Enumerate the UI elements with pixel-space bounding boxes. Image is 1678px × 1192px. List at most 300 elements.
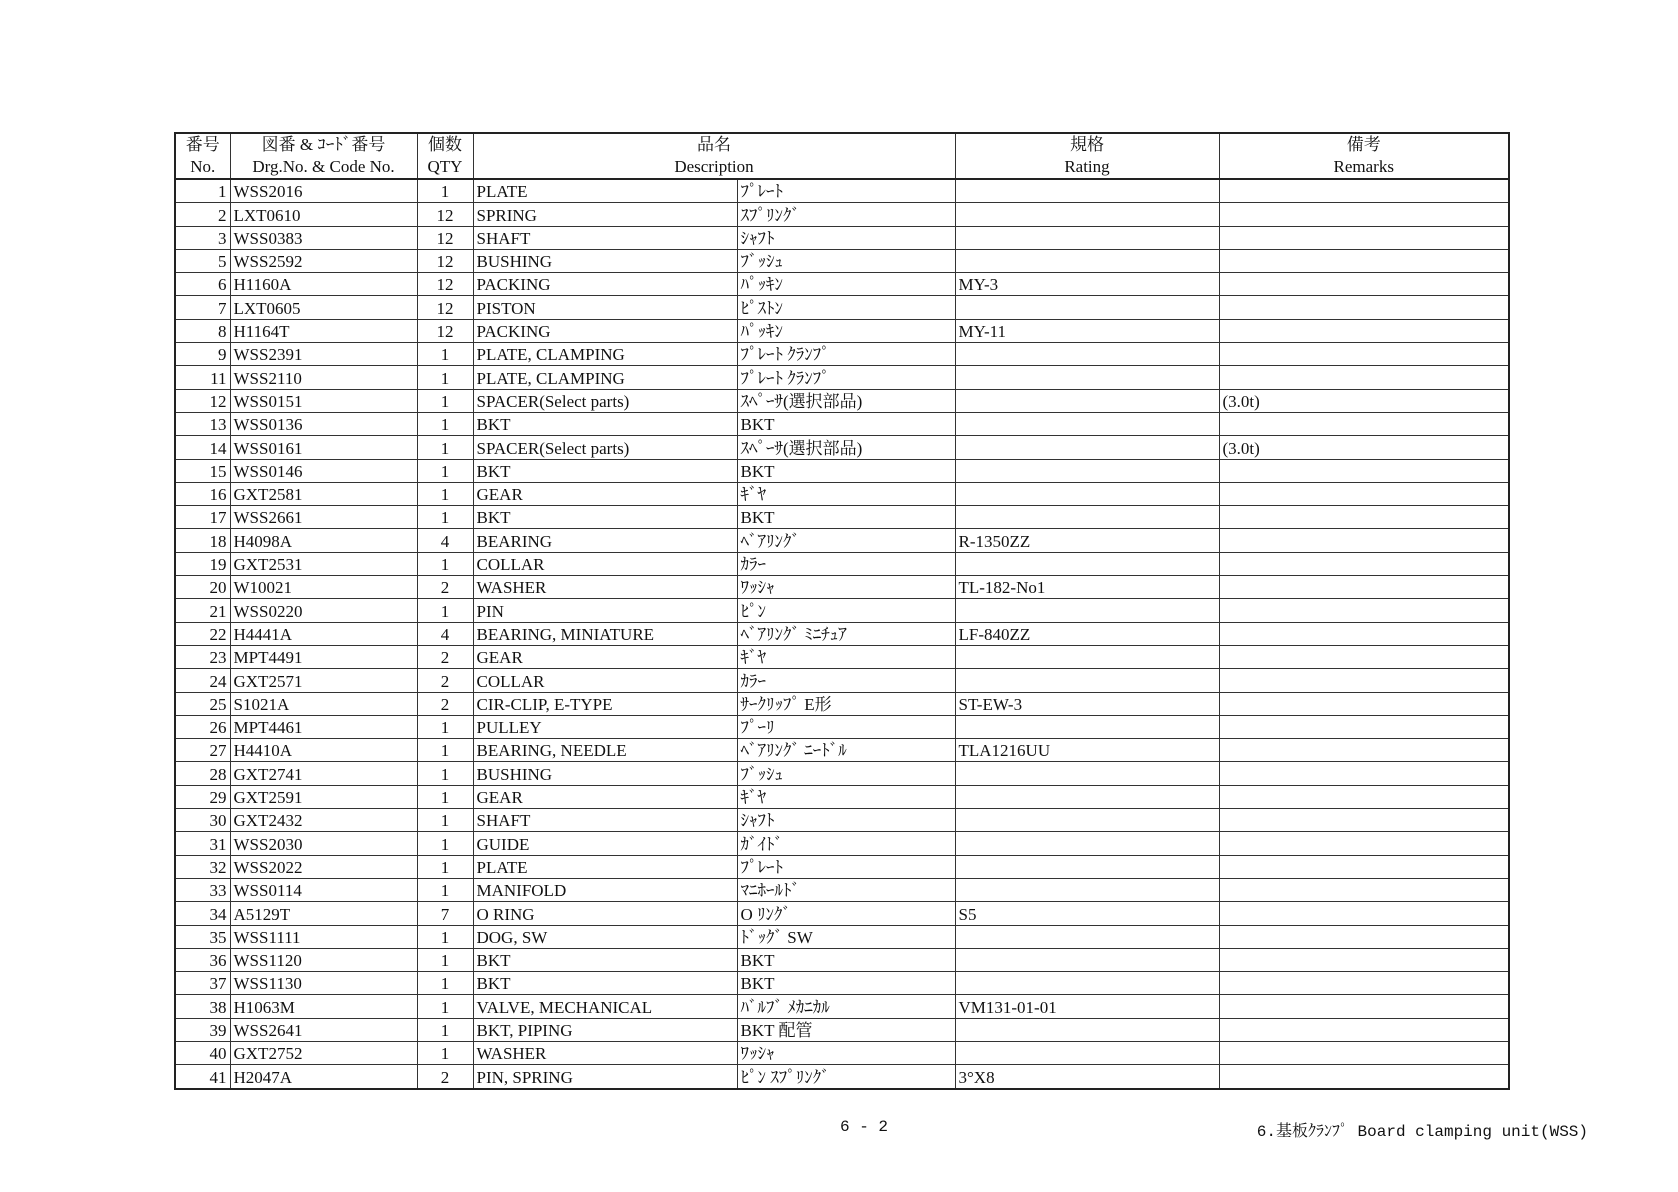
cell-description-jp: ﾋﾟﾝ	[737, 599, 955, 622]
table-row	[175, 576, 1509, 599]
cell-description-en: GEAR	[473, 482, 737, 505]
cell-rating	[955, 785, 1219, 808]
cell-no: 37	[175, 972, 230, 995]
cell-description-jp: O ﾘﾝｸﾞ	[737, 902, 955, 925]
cell-description-jp: ｼｬﾌﾄ	[737, 809, 955, 832]
cell-description-en: PIN	[473, 599, 737, 622]
cell-remarks	[1219, 459, 1509, 482]
cell-qty: 1	[417, 762, 473, 785]
table-row	[175, 739, 1509, 762]
table-row	[175, 179, 1509, 203]
cell-no: 11	[175, 366, 230, 389]
cell-no: 39	[175, 1018, 230, 1041]
cell-code: WSS0146	[230, 459, 417, 482]
cell-description-jp: ﾋﾟｽﾄﾝ	[737, 296, 955, 319]
cell-qty: 2	[417, 645, 473, 668]
cell-description-en: BUSHING	[473, 762, 737, 785]
cell-remarks	[1219, 739, 1509, 762]
table-row	[175, 599, 1509, 622]
cell-description-en: WASHER	[473, 576, 737, 599]
cell-rating	[955, 343, 1219, 366]
cell-description-en: DOG, SW	[473, 925, 737, 948]
cell-qty: 1	[417, 366, 473, 389]
cell-remarks	[1219, 296, 1509, 319]
table-row	[175, 669, 1509, 692]
cell-no: 34	[175, 902, 230, 925]
cell-code: WSS2592	[230, 249, 417, 272]
cell-no: 41	[175, 1065, 230, 1089]
cell-remarks	[1219, 576, 1509, 599]
cell-qty: 7	[417, 902, 473, 925]
cell-remarks	[1219, 412, 1509, 435]
cell-rating	[955, 249, 1219, 272]
cell-rating: S5	[955, 902, 1219, 925]
cell-description-en: BKT	[473, 972, 737, 995]
cell-rating: ST-EW-3	[955, 692, 1219, 715]
cell-code: MPT4461	[230, 715, 417, 738]
cell-description-jp: ﾌﾟﾚｰﾄ ｸﾗﾝﾌﾟ	[737, 343, 955, 366]
cell-no: 6	[175, 273, 230, 296]
cell-rating	[955, 552, 1219, 575]
cell-remarks	[1219, 878, 1509, 901]
table-row	[175, 552, 1509, 575]
cell-description-jp: ﾌﾟｰﾘ	[737, 715, 955, 738]
cell-remarks	[1219, 1041, 1509, 1064]
cell-description-en: SPACER(Select parts)	[473, 389, 737, 412]
cell-rating: MY-11	[955, 319, 1219, 342]
cell-remarks	[1219, 273, 1509, 296]
cell-no: 40	[175, 1041, 230, 1064]
cell-code: W10021	[230, 576, 417, 599]
cell-no: 24	[175, 669, 230, 692]
cell-code: WSS0114	[230, 878, 417, 901]
cell-code: WSS0220	[230, 599, 417, 622]
table-row	[175, 832, 1509, 855]
cell-rating	[955, 948, 1219, 971]
cell-rating	[955, 809, 1219, 832]
cell-rating	[955, 855, 1219, 878]
header-remarks-en: Remarks	[1219, 156, 1509, 179]
cell-qty: 1	[417, 809, 473, 832]
cell-remarks	[1219, 692, 1509, 715]
cell-remarks	[1219, 855, 1509, 878]
cell-remarks	[1219, 785, 1509, 808]
cell-no: 19	[175, 552, 230, 575]
page-number: 6 - 2	[840, 1118, 889, 1136]
cell-description-jp: ｶﾞｲﾄﾞ	[737, 832, 955, 855]
cell-description-en: GUIDE	[473, 832, 737, 855]
cell-rating	[955, 1041, 1219, 1064]
cell-code: WSS1120	[230, 948, 417, 971]
table-row	[175, 389, 1509, 412]
cell-rating	[955, 412, 1219, 435]
cell-code: WSS0383	[230, 226, 417, 249]
cell-description-jp: ﾌﾞｯｼｭ	[737, 249, 955, 272]
cell-qty: 12	[417, 226, 473, 249]
cell-qty: 1	[417, 739, 473, 762]
cell-description-jp: BKT	[737, 412, 955, 435]
cell-no: 28	[175, 762, 230, 785]
cell-rating	[955, 832, 1219, 855]
cell-no: 1	[175, 179, 230, 203]
cell-qty: 1	[417, 599, 473, 622]
cell-description-jp: ｽﾍﾟｰｻ(選択部品)	[737, 389, 955, 412]
table-row	[175, 482, 1509, 505]
cell-description-en: PLATE	[473, 855, 737, 878]
cell-code: WSS2110	[230, 366, 417, 389]
cell-code: GXT2581	[230, 482, 417, 505]
cell-code: LXT0605	[230, 296, 417, 319]
cell-description-en: BUSHING	[473, 249, 737, 272]
cell-no: 33	[175, 878, 230, 901]
cell-qty: 2	[417, 1065, 473, 1089]
cell-code: H1164T	[230, 319, 417, 342]
cell-remarks	[1219, 506, 1509, 529]
cell-description-en: SPRING	[473, 203, 737, 226]
cell-no: 31	[175, 832, 230, 855]
cell-description-jp: ｶﾗｰ	[737, 552, 955, 575]
cell-remarks	[1219, 1065, 1509, 1089]
cell-description-en: PISTON	[473, 296, 737, 319]
cell-rating	[955, 366, 1219, 389]
cell-qty: 1	[417, 1041, 473, 1064]
cell-qty: 1	[417, 459, 473, 482]
cell-description-jp: ﾍﾞｱﾘﾝｸﾞ ﾐﾆﾁｭｱ	[737, 622, 955, 645]
table-row	[175, 762, 1509, 785]
table-row	[175, 412, 1509, 435]
cell-description-en: GEAR	[473, 785, 737, 808]
cell-no: 9	[175, 343, 230, 366]
table-row	[175, 296, 1509, 319]
cell-no: 22	[175, 622, 230, 645]
cell-description-jp: ｷﾞﾔ	[737, 482, 955, 505]
cell-no: 14	[175, 436, 230, 459]
header-rating-jp: 規格	[955, 133, 1219, 156]
cell-description-jp: ﾜｯｼｬ	[737, 576, 955, 599]
cell-code: H4098A	[230, 529, 417, 552]
cell-code: LXT0610	[230, 203, 417, 226]
cell-description-en: SPACER(Select parts)	[473, 436, 737, 459]
cell-remarks	[1219, 622, 1509, 645]
cell-description-jp: ｽﾌﾟﾘﾝｸﾞ	[737, 203, 955, 226]
cell-description-jp: ﾌﾟﾚｰﾄ	[737, 179, 955, 203]
cell-description-jp: BKT	[737, 972, 955, 995]
table-header	[175, 133, 1509, 179]
cell-description-jp: ﾊﾟｯｷﾝ	[737, 273, 955, 296]
table-body	[175, 179, 1509, 1089]
document-title: 6.基板ｸﾗﾝﾌﾟ Board clamping unit(WSS)	[1256, 1123, 1588, 1141]
cell-qty: 1	[417, 925, 473, 948]
cell-code: WSS0151	[230, 389, 417, 412]
table-row	[175, 1041, 1509, 1064]
cell-qty: 1	[417, 1018, 473, 1041]
cell-no: 27	[175, 739, 230, 762]
cell-qty: 12	[417, 296, 473, 319]
cell-rating: R-1350ZZ	[955, 529, 1219, 552]
table-row	[175, 692, 1509, 715]
table-row	[175, 925, 1509, 948]
cell-remarks	[1219, 925, 1509, 948]
cell-description-en: BKT	[473, 506, 737, 529]
cell-code: GXT2752	[230, 1041, 417, 1064]
table-row	[175, 972, 1509, 995]
cell-qty: 1	[417, 412, 473, 435]
cell-no: 18	[175, 529, 230, 552]
cell-description-en: BKT, PIPING	[473, 1018, 737, 1041]
cell-no: 23	[175, 645, 230, 668]
cell-description-en: PULLEY	[473, 715, 737, 738]
cell-no: 38	[175, 995, 230, 1018]
cell-rating	[955, 972, 1219, 995]
cell-remarks	[1219, 902, 1509, 925]
cell-rating	[955, 482, 1219, 505]
cell-code: GXT2741	[230, 762, 417, 785]
cell-no: 20	[175, 576, 230, 599]
header-code-en: Drg.No. & Code No.	[230, 156, 417, 179]
cell-qty: 1	[417, 715, 473, 738]
cell-qty: 1	[417, 972, 473, 995]
cell-rating	[955, 878, 1219, 901]
cell-remarks	[1219, 762, 1509, 785]
cell-remarks	[1219, 972, 1509, 995]
cell-code: MPT4491	[230, 645, 417, 668]
cell-description-jp: ﾊﾟｯｷﾝ	[737, 319, 955, 342]
cell-description-jp: ｻｰｸﾘｯﾌﾟ E形	[737, 692, 955, 715]
cell-description-jp: ﾌﾟﾚｰﾄ ｸﾗﾝﾌﾟ	[737, 366, 955, 389]
table-row	[175, 1065, 1509, 1089]
cell-code: WSS1130	[230, 972, 417, 995]
header-desc-en: Description	[473, 156, 955, 179]
cell-qty: 1	[417, 995, 473, 1018]
cell-qty: 1	[417, 855, 473, 878]
table-row	[175, 273, 1509, 296]
cell-qty: 1	[417, 506, 473, 529]
cell-description-jp: BKT	[737, 506, 955, 529]
cell-qty: 1	[417, 878, 473, 901]
cell-code: WSS2661	[230, 506, 417, 529]
cell-description-en: BEARING	[473, 529, 737, 552]
cell-remarks	[1219, 669, 1509, 692]
cell-description-jp: BKT 配管	[737, 1018, 955, 1041]
cell-rating: 3°X8	[955, 1065, 1219, 1089]
cell-no: 7	[175, 296, 230, 319]
cell-no: 29	[175, 785, 230, 808]
cell-rating: TLA1216UU	[955, 739, 1219, 762]
cell-no: 30	[175, 809, 230, 832]
cell-rating	[955, 226, 1219, 249]
cell-description-jp: ﾏﾆﾎｰﾙﾄﾞ	[737, 878, 955, 901]
table-row	[175, 1018, 1509, 1041]
cell-no: 8	[175, 319, 230, 342]
cell-description-en: PLATE, CLAMPING	[473, 366, 737, 389]
cell-qty: 12	[417, 319, 473, 342]
table-row	[175, 855, 1509, 878]
cell-rating	[955, 669, 1219, 692]
table-row	[175, 203, 1509, 226]
table-row	[175, 902, 1509, 925]
cell-remarks	[1219, 249, 1509, 272]
cell-qty: 1	[417, 179, 473, 203]
cell-code: S1021A	[230, 692, 417, 715]
header-qty-jp: 個数	[417, 133, 473, 156]
cell-rating	[955, 459, 1219, 482]
table-row	[175, 319, 1509, 342]
cell-remarks	[1219, 832, 1509, 855]
cell-qty: 1	[417, 343, 473, 366]
cell-code: WSS1111	[230, 925, 417, 948]
cell-description-en: PACKING	[473, 319, 737, 342]
cell-no: 32	[175, 855, 230, 878]
cell-remarks	[1219, 482, 1509, 505]
cell-remarks	[1219, 645, 1509, 668]
cell-rating	[955, 179, 1219, 203]
cell-description-en: MANIFOLD	[473, 878, 737, 901]
cell-remarks	[1219, 995, 1509, 1018]
table-row	[175, 459, 1509, 482]
cell-rating	[955, 389, 1219, 412]
cell-qty: 12	[417, 273, 473, 296]
cell-no: 17	[175, 506, 230, 529]
cell-code: H1160A	[230, 273, 417, 296]
cell-rating: MY-3	[955, 273, 1219, 296]
cell-description-en: BKT	[473, 948, 737, 971]
cell-description-en: SHAFT	[473, 809, 737, 832]
table-row	[175, 622, 1509, 645]
cell-description-jp: ﾄﾞｯｸﾞ SW	[737, 925, 955, 948]
cell-description-en: BKT	[473, 412, 737, 435]
cell-rating	[955, 506, 1219, 529]
cell-description-en: PLATE	[473, 179, 737, 203]
cell-description-jp: BKT	[737, 459, 955, 482]
cell-description-jp: ｼｬﾌﾄ	[737, 226, 955, 249]
cell-description-en: CIR-CLIP, E-TYPE	[473, 692, 737, 715]
header-no-jp: 番号	[175, 133, 230, 156]
cell-qty: 1	[417, 436, 473, 459]
table-row	[175, 249, 1509, 272]
cell-qty: 2	[417, 692, 473, 715]
cell-description-en: BEARING, NEEDLE	[473, 739, 737, 762]
cell-description-en: SHAFT	[473, 226, 737, 249]
cell-remarks	[1219, 599, 1509, 622]
header-qty-en: QTY	[417, 156, 473, 179]
cell-code: A5129T	[230, 902, 417, 925]
cell-description-jp: ﾌﾞｯｼｭ	[737, 762, 955, 785]
cell-remarks	[1219, 366, 1509, 389]
cell-qty: 4	[417, 529, 473, 552]
cell-description-jp: ﾍﾞｱﾘﾝｸﾞ	[737, 529, 955, 552]
cell-code: WSS0161	[230, 436, 417, 459]
cell-no: 35	[175, 925, 230, 948]
cell-no: 21	[175, 599, 230, 622]
header-rating-en: Rating	[955, 156, 1219, 179]
cell-no: 26	[175, 715, 230, 738]
cell-code: GXT2531	[230, 552, 417, 575]
cell-no: 12	[175, 389, 230, 412]
cell-qty: 1	[417, 552, 473, 575]
cell-qty: 12	[417, 203, 473, 226]
cell-rating	[955, 599, 1219, 622]
cell-remarks	[1219, 226, 1509, 249]
cell-code: WSS2030	[230, 832, 417, 855]
cell-description-jp: BKT	[737, 948, 955, 971]
cell-rating	[955, 645, 1219, 668]
cell-description-en: GEAR	[473, 645, 737, 668]
cell-description-en: PIN, SPRING	[473, 1065, 737, 1089]
cell-description-jp: ﾊﾞﾙﾌﾞ ﾒｶﾆｶﾙ	[737, 995, 955, 1018]
cell-rating: TL-182-No1	[955, 576, 1219, 599]
table-row	[175, 715, 1509, 738]
cell-description-jp: ﾜｯｼｬ	[737, 1041, 955, 1064]
table-row	[175, 878, 1509, 901]
table-row	[175, 995, 1509, 1018]
cell-rating	[955, 203, 1219, 226]
cell-rating: VM131-01-01	[955, 995, 1219, 1018]
cell-description-jp: ｷﾞﾔ	[737, 785, 955, 808]
table-row	[175, 948, 1509, 971]
cell-description-en: BKT	[473, 459, 737, 482]
cell-no: 3	[175, 226, 230, 249]
cell-remarks	[1219, 203, 1509, 226]
cell-description-en: VALVE, MECHANICAL	[473, 995, 737, 1018]
table-row	[175, 226, 1509, 249]
cell-description-jp: ﾌﾟﾚｰﾄ	[737, 855, 955, 878]
cell-rating	[955, 296, 1219, 319]
cell-code: H4410A	[230, 739, 417, 762]
cell-qty: 4	[417, 622, 473, 645]
cell-description-jp: ｷﾞﾔ	[737, 645, 955, 668]
cell-code: WSS2641	[230, 1018, 417, 1041]
parts-table	[174, 132, 1510, 1090]
cell-remarks	[1219, 715, 1509, 738]
cell-code: GXT2432	[230, 809, 417, 832]
cell-remarks	[1219, 343, 1509, 366]
table-row	[175, 529, 1509, 552]
cell-description-en: O RING	[473, 902, 737, 925]
cell-no: 2	[175, 203, 230, 226]
cell-qty: 1	[417, 389, 473, 412]
cell-description-en: COLLAR	[473, 669, 737, 692]
table-row	[175, 436, 1509, 459]
cell-no: 15	[175, 459, 230, 482]
cell-code: GXT2571	[230, 669, 417, 692]
cell-code: H4441A	[230, 622, 417, 645]
table-row	[175, 809, 1509, 832]
cell-description-jp: ｽﾍﾟｰｻ(選択部品)	[737, 436, 955, 459]
cell-remarks	[1219, 1018, 1509, 1041]
header-code-jp: 図番 & ｺｰﾄﾞ番号	[230, 133, 417, 156]
header-desc-jp: 品名	[473, 133, 955, 156]
cell-rating	[955, 1018, 1219, 1041]
cell-code: WSS2016	[230, 179, 417, 203]
header-no-en: No.	[175, 156, 230, 179]
cell-no: 25	[175, 692, 230, 715]
table-row	[175, 785, 1509, 808]
table-row	[175, 366, 1509, 389]
table-row	[175, 506, 1509, 529]
cell-code: WSS2391	[230, 343, 417, 366]
cell-description-jp: ｶﾗｰ	[737, 669, 955, 692]
cell-qty: 1	[417, 948, 473, 971]
cell-description-en: BEARING, MINIATURE	[473, 622, 737, 645]
cell-code: WSS2022	[230, 855, 417, 878]
cell-qty: 12	[417, 249, 473, 272]
cell-qty: 1	[417, 832, 473, 855]
cell-no: 16	[175, 482, 230, 505]
cell-remarks	[1219, 179, 1509, 203]
cell-rating	[955, 762, 1219, 785]
cell-no: 36	[175, 948, 230, 971]
header-remarks-jp: 備考	[1219, 133, 1509, 156]
